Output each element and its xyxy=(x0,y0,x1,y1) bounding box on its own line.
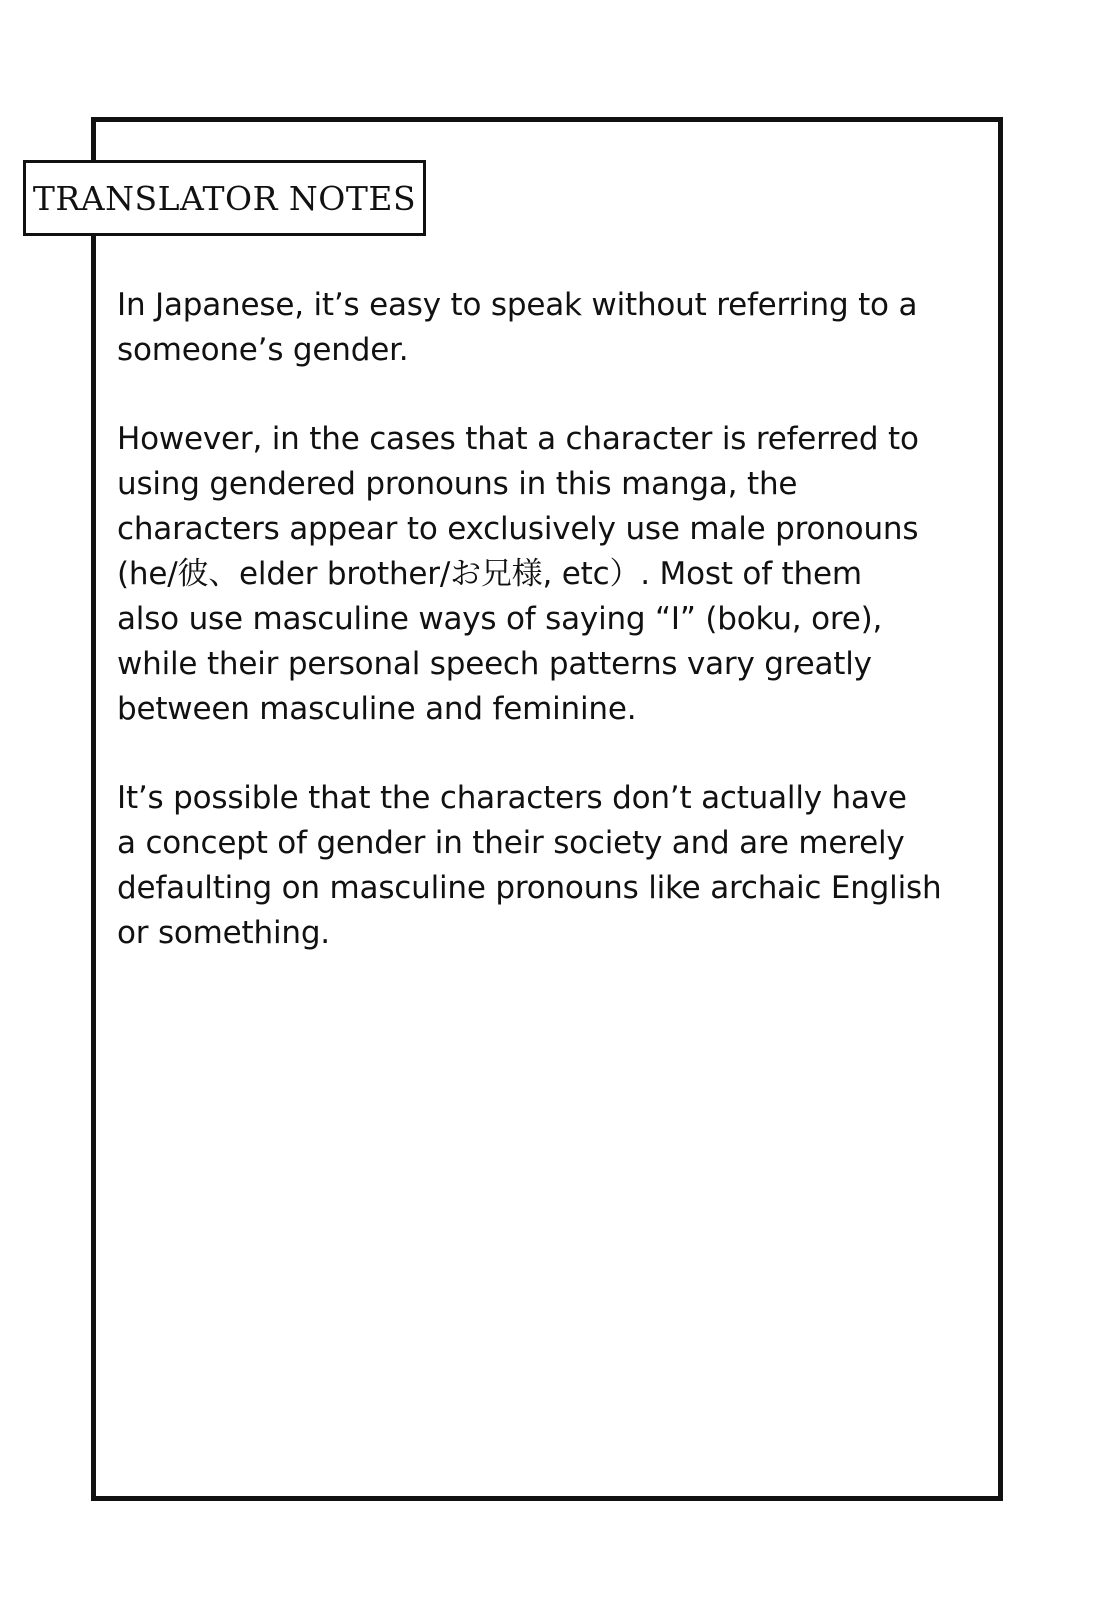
text-line: defaulting on masculine pronouns like archaic English xyxy=(117,870,942,906)
text-line: between masculine and feminine. xyxy=(117,691,637,727)
text-line: someone’s gender. xyxy=(117,332,409,368)
paragraph-3 xyxy=(117,776,977,956)
text-line: a concept of gender in their society and are merely xyxy=(117,825,905,861)
title-box xyxy=(23,160,426,236)
paragraph-1 xyxy=(117,283,977,373)
page-title: TRANSLATOR NOTES xyxy=(32,178,417,218)
notes-body xyxy=(117,283,977,1000)
text-line: using gendered pronouns in this manga, the xyxy=(117,466,798,502)
text-line: characters appear to exclusively use male pronouns xyxy=(117,511,919,547)
text-line: In Japanese, it’s easy to speak without referring to a xyxy=(117,287,918,323)
text-line: (he/彼、elder brother/お兄様, etc）. Most of them xyxy=(117,556,862,592)
text-line: also use masculine ways of saying “I” (boku, ore), xyxy=(117,601,883,637)
text-line: It’s possible that the characters don’t actually have xyxy=(117,780,907,816)
text-line: or something. xyxy=(117,915,330,951)
text-line: However, in the cases that a character is referred to xyxy=(117,421,919,457)
paragraph-2 xyxy=(117,417,977,732)
text-line: while their personal speech patterns vary greatly xyxy=(117,646,872,682)
